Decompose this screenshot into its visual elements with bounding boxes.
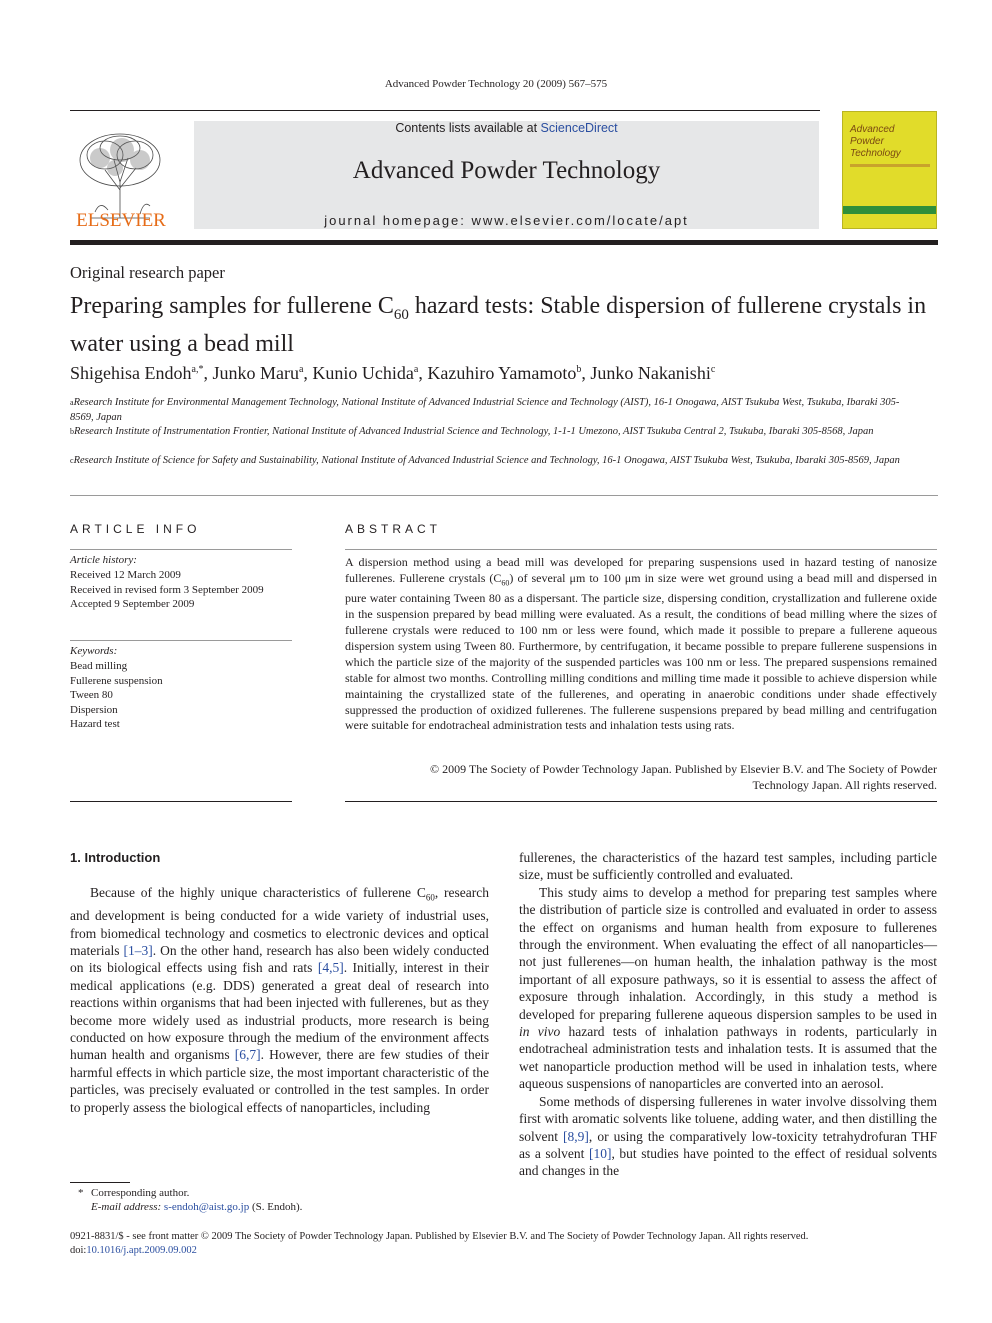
cover-rule (850, 164, 930, 167)
section-heading-introduction: 1. Introduction (70, 850, 161, 865)
abstract-part1: A dispersion method using a bead mill was developed for preparing suspensions used in hazard testing of nanosize fullerenes. Fullerene crystals (C (345, 555, 937, 585)
abstract-text (345, 555, 937, 734)
keyword-item: Bead milling (70, 660, 128, 672)
keyword-item: Dispersion (70, 703, 118, 716)
author-list (70, 363, 715, 384)
article-info-heading: ARTICLE INFO (70, 522, 201, 536)
title-subscript: 60 (393, 306, 409, 323)
abstract-subscript: 60 (501, 578, 510, 588)
text-run: This study aims to develop a method for preparing test samples where the distribution of particle size is controlled and evaluated in order to assess the effect on organisms and human health from exposure to fullerenes through the environment. When evaluating the effect of all nanoparticles—not just fullerenes—on human health, the inhalation pathway is the most important of all exposure pathways, so it is essential to assess the affect of exposure through inhalation. Accordingly, in this study a method is developed for preparing fullerene aqueous dispersion samples to be used in (519, 884, 937, 1022)
reference-link[interactable]: [1–3] (123, 942, 153, 958)
journal-citation: Advanced Powder Technology 20 (2009) 567–575 (384, 78, 608, 90)
copyright-line1: © 2009 The Society of Powder Technology Japan. Published by Elsevier B.V. and The Society of Powder (430, 762, 937, 776)
body-right-column (519, 849, 937, 1180)
affiliation-b (70, 425, 920, 440)
text-run: , research and development is being conducted for a wide variety of industrial uses, from biomedical technology and cosmetics to electronic devices and optical materials (70, 885, 489, 958)
affiliation-c (70, 454, 920, 469)
paragraph: fullerenes, the characteristics of the hazard test samples, including particle size, must be sufficiently controlled and evaluated. (519, 850, 937, 883)
sciencedirect-link[interactable]: ScienceDirect (540, 121, 618, 135)
author-name[interactable]: Junko Maru (212, 363, 299, 383)
text-run: . Initially, interest in their medical applications (e.g. DDS) generated a great deal of research into reactions within organisms that had been injected with fullerenes, but as they become more widely used as industrial products, more research is being conducted on how exposure through the medium of the environment affects human health and organisms (70, 960, 489, 1063)
affiliation-mark: b (70, 427, 74, 436)
journal-cover-thumbnail (842, 111, 937, 229)
author-sep: , (581, 363, 591, 383)
affiliation-text: Research Institute of Science for Safety and Sustainability, National Institute of Advanced Industrial Science and Technology, 16-1 Onogawa, AIST Tsukuba West, Tsukuba, Ibaraki 305-8569, Japan (73, 455, 900, 466)
text-run: , but studies have pointed to the effect of residual solvents and changes in the (519, 1145, 937, 1179)
affiliation-mark: a (70, 398, 74, 407)
author-name[interactable]: Shigehisa Endoh (70, 363, 192, 383)
italic-run: in vivo (519, 1024, 561, 1040)
affiliation-a (70, 396, 920, 425)
paragraph (70, 884, 489, 1116)
paragraph (519, 1093, 937, 1180)
abstract-rule (345, 549, 937, 550)
journal-name: Advanced Powder Technology (352, 157, 661, 184)
text-run: hazard tests of inhalation pathways in rodents, particularly in endotracheal administration tests and inhalation tests. It is assumed that the wet nanoparticle production method will be used in inhalation tests, where aqueous suspensions of nanoparticles are converted into an aerosol. (519, 1024, 937, 1092)
history-item: Accepted 9 September 2009 (70, 598, 195, 610)
affiliation-text: Research Institute for Environmental Management Technology, National Institute of Advanced Industrial Science and Technology (AIST), 16-1 Onogawa, AIST Tsukuba West, Tsukuba, Ibaraki 305-8569, Japan (70, 397, 900, 423)
email-link[interactable]: s-endoh@aist.go.jp (163, 1201, 250, 1213)
body-left-column (70, 884, 489, 1116)
author-mark: c (710, 364, 716, 375)
subscript: 60 (425, 892, 435, 903)
keywords-rule (70, 640, 292, 641)
author-mark: a (413, 364, 419, 375)
abstract-copyright (345, 762, 937, 794)
author-name[interactable]: Kazuhiro Yamamoto (427, 363, 577, 383)
reference-link[interactable]: [4,5] (317, 960, 344, 976)
keywords-label: Keywords: (70, 645, 118, 657)
author-name[interactable]: Junko Nakanishi (590, 363, 711, 383)
author-mark: a (298, 364, 304, 375)
footnote-corresponding: Corresponding author. (91, 1187, 190, 1199)
reference-link[interactable]: [8,9] (563, 1128, 589, 1144)
header-rule-thick (70, 240, 938, 245)
cover-band (843, 206, 936, 214)
abstract-bottom-rule (345, 801, 937, 802)
contents-prefix: Contents lists available at (395, 121, 541, 135)
affiliation-mark: c (70, 456, 74, 465)
affiliation-rule (70, 495, 938, 496)
history-item: Received 12 March 2009 (70, 569, 181, 581)
title-part1: Preparing samples for fullerene C (70, 293, 394, 319)
affiliation-text: Research Institute of Instrumentation Frontier, National Institute of Advanced Industrial Science and Technology, 1-1-1 Umezono, AIST Tsukuba Central 2, Tsukuba, Ibaraki 305-8568, Japan (74, 426, 874, 437)
copyright-line2: Technology Japan. All rights reserved. (752, 777, 937, 792)
article-title (70, 292, 950, 359)
author-mark: b (576, 364, 582, 375)
text-run: . However, there are few studies of their harmful effects in which particle size, the most important characteristic of the particles, was precisely evaluated or controlled in the test samples. In order to properly assess the biological effects of nanoparticles, including (70, 1047, 489, 1115)
article-info-rule (70, 549, 292, 550)
elsevier-wordmark: ELSEVIER (76, 210, 166, 231)
reference-link[interactable]: [6,7] (234, 1047, 261, 1063)
text-run: , or using the comparatively low-toxicity tetrahydrofuran THF as a solvent (519, 1128, 938, 1161)
paragraph (519, 884, 937, 1093)
keyword-item: Hazard test (70, 718, 120, 730)
footnote-star: * (78, 1187, 84, 1199)
issn-line: 0921-8831/$ - see front matter © 2009 The Society of Powder Technology Japan. Published by Elsevier B.V. and The Society of Powder Technology Japan. All rights reserved. (70, 1231, 809, 1242)
abstract-heading: ABSTRACT (345, 522, 442, 536)
author-mark: a,* (191, 364, 204, 375)
article-type: Original research paper (70, 263, 225, 282)
reference-link[interactable]: [10] (588, 1145, 612, 1161)
footnote-email (91, 1201, 302, 1213)
doi-line (70, 1245, 197, 1256)
text-run: Some methods of dispersing fullerenes in water involve dissolving them first with aromatic solvents like toluene, adding water, and then distilling the solvent (519, 1093, 937, 1144)
header-rule-top (70, 110, 820, 111)
abstract-part2: ) of several μm to 100 μm in size were wet ground using a bead mill and dispersed in pure water containing Tween 80 as a dispersant. The particle size, dispersing condition, crystallization and fullerene oxide in the suspension prepared by bead milling were evaluated. As a result, the conditions of bead milling where the sizes of fullerene crystals were reduced to 100 nm or less were found, which made it possible to prepare a fullerene aqueous dispersion system using Tween 80. Furthermore, by centrifugation, it became possible to prepare fullerene suspensions in which the particle size of the majority of the suspended particles was 100 nm or less. The prepared suspensions remained stable for almost two months. Controlling milling conditions and milling time made it possible to achieve dispersion while maintaining the crystallized state of the fullerenes, and operating in anaerobic conditions under shade effectively suppressed the production of oxidized fullerenes. The fullerene suspensions prepared by bead milling and centrifugation were suitable for endotracheal administration tests and inhalation tests using rats. (345, 570, 937, 733)
journal-homepage[interactable]: journal homepage: www.elsevier.com/locate/apt (324, 213, 689, 228)
author-sep: , (418, 363, 428, 383)
author-name[interactable]: Kunio Uchida (312, 363, 414, 383)
text-run: Because of the highly unique characteristics of fullerene C (90, 885, 426, 900)
history-list (70, 568, 264, 612)
contents-line (194, 121, 819, 135)
keyword-item: Tween 80 (70, 689, 113, 701)
title-part2: hazard tests: Stable dispersion of fullerene crystals in water using a bead mill (70, 293, 927, 357)
author-sep: , (303, 363, 313, 383)
keywords-list (70, 659, 163, 732)
history-item: Received in revised form 3 September 2009 (70, 583, 264, 596)
footnote-rule (70, 1182, 130, 1183)
keyword-item: Fullerene suspension (70, 674, 163, 687)
doi-link[interactable]: 10.1016/j.apt.2009.09.002 (86, 1245, 197, 1256)
article-info-bottom-rule (70, 801, 292, 802)
history-label: Article history: (70, 554, 137, 566)
text-run: . On the other hand, research has also been widely conducted on its biological effects using fish and rats (70, 942, 489, 976)
email-label: E-mail address: (91, 1201, 164, 1213)
email-suffix: (S. Endoh). (249, 1201, 303, 1213)
author-sep: , (203, 363, 213, 383)
doi-label: doi: (70, 1245, 87, 1256)
cover-title: Advanced Powder Technology (850, 124, 901, 159)
